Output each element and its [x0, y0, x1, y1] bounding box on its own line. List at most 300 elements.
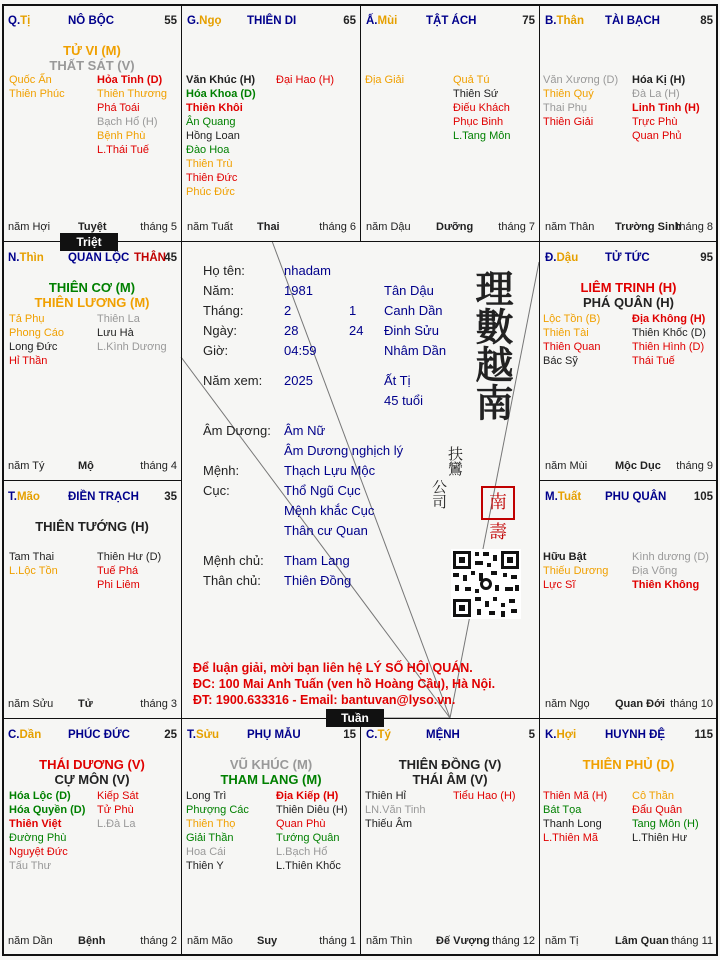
- palace-mao[interactable]: [2, 480, 182, 719]
- palace-name: TẬT ÁCH: [426, 15, 477, 27]
- minor-star: Tuế Phá: [97, 565, 139, 577]
- palace-branch: Thân: [556, 15, 584, 27]
- footer-year: năm Mùi: [545, 460, 588, 472]
- right-stars: [97, 312, 167, 354]
- palace-footer: [8, 698, 177, 712]
- cuc-value: Thổ Ngũ Cục: [284, 483, 361, 498]
- minor-star: Phong Cáo: [9, 327, 65, 339]
- minor-star: Hóa Quyền (D): [9, 804, 86, 816]
- year-row: [203, 281, 463, 301]
- main-star: THIÊN TƯỚNG (H): [35, 519, 149, 534]
- minor-star: L.Thiên Hư: [632, 832, 688, 844]
- right-stars: [453, 789, 516, 803]
- palace-name: TỬ TỨC: [605, 252, 650, 264]
- amduong-row: [203, 421, 443, 441]
- main-star: THAM LANG (M): [220, 772, 322, 787]
- palace-dan[interactable]: [2, 718, 182, 956]
- minor-star: Tiểu Hao (H): [453, 790, 516, 802]
- menh-chu-row: [203, 551, 443, 571]
- footer-month: tháng 10: [670, 698, 713, 710]
- palace-age: 65: [343, 15, 356, 27]
- hour-canchi: Nhâm Dần: [384, 343, 447, 358]
- palace-header: [545, 15, 713, 29]
- palace-name: PHÚC ĐỨC: [68, 729, 130, 741]
- minor-star: Thiên Khôi: [186, 102, 243, 114]
- menh-label: Mệnh:: [203, 463, 240, 478]
- palace-age: 75: [522, 15, 535, 27]
- minor-star: Hóa Kị (H): [632, 74, 686, 86]
- name-label: Họ tên:: [203, 263, 245, 278]
- minor-star: L.Kình Dương: [97, 341, 167, 353]
- minor-star: Văn Xương (D): [543, 74, 619, 86]
- minor-star: Thiên Giải: [543, 116, 594, 128]
- minor-star: Hoa Cái: [186, 846, 226, 858]
- footer-month: tháng 8: [676, 221, 713, 233]
- palace-stem-prefix: G.: [187, 15, 200, 27]
- minor-star: Đà La (H): [632, 88, 680, 100]
- minor-star: Thiên Sứ: [453, 88, 499, 100]
- palace-header: [545, 252, 713, 266]
- palace-age: 25: [164, 729, 177, 741]
- minor-star: Quốc Ấn: [9, 74, 52, 86]
- main-star: VŨ KHÚC (M): [229, 757, 313, 772]
- palace-stem-prefix: Q.: [8, 15, 21, 27]
- palace-stem-prefix: T.: [8, 491, 17, 503]
- calligraphy-small-2: 公司: [430, 479, 448, 509]
- palace-header: [187, 729, 356, 743]
- minor-star: Tướng Quân: [276, 832, 340, 844]
- palace-header: [366, 15, 535, 29]
- palace-branch: Dậu: [556, 252, 579, 264]
- right-stars: [632, 73, 700, 143]
- month-row: [203, 301, 463, 321]
- main-stars: [361, 757, 539, 787]
- view-year-label: Năm xem:: [203, 373, 263, 388]
- footer-year: năm Thìn: [366, 935, 413, 947]
- cuc-note-2: Thân cư Quan: [284, 523, 368, 538]
- minor-star: Quan Phù: [276, 818, 326, 830]
- minor-star: Thiên Mã (H): [543, 790, 608, 802]
- view-year-value: 2025: [284, 373, 313, 388]
- minor-star: Hỏa Tinh (D): [97, 74, 163, 86]
- minor-star: Tấu Thư: [9, 860, 52, 872]
- palace-name: ĐIỀN TRẠCH: [68, 491, 139, 503]
- palace-thin[interactable]: [2, 241, 182, 481]
- minor-star: Đào Hoa: [186, 144, 230, 156]
- palace-age: 55: [164, 15, 177, 27]
- palace-footer: [366, 221, 535, 235]
- right-stars: [276, 73, 334, 87]
- footer-month: tháng 12: [492, 935, 535, 947]
- minor-star: Thai Phụ: [543, 102, 588, 114]
- main-star: THIÊN CƠ (M): [48, 280, 136, 295]
- footer-stage: Tử: [78, 698, 93, 710]
- palace-name: HUYNH ĐỆ: [605, 729, 666, 741]
- footer-month: tháng 3: [140, 698, 177, 710]
- right-stars: [632, 789, 699, 845]
- right-stars: [97, 73, 167, 157]
- main-stars: [3, 757, 181, 787]
- footer-year: năm Dậu: [366, 221, 411, 233]
- minor-star: Thiên Không: [632, 579, 700, 591]
- main-stars: [182, 757, 360, 787]
- palace-stem-prefix: T.: [187, 729, 196, 741]
- main-stars: [540, 757, 717, 772]
- minor-star: Bác Sỹ: [543, 355, 578, 367]
- contact-address: ĐC: 100 Mai Anh Tuấn (ven hồ Hoàng Cầu), Hà Nội.: [193, 677, 496, 691]
- minor-star: Thiên Hỉ: [365, 790, 406, 802]
- minor-star: Phượng Các: [186, 804, 249, 816]
- right-stars: [97, 789, 139, 831]
- palace-ty[interactable]: [360, 718, 540, 956]
- minor-star: Địa Giải: [365, 74, 405, 86]
- hour-label: Giờ:: [203, 343, 229, 358]
- footer-stage: Trường Sinh: [615, 221, 682, 233]
- main-star: CỰ MÔN (V): [54, 772, 130, 787]
- menh-chu-value: Tham Lang: [284, 553, 350, 568]
- minor-star: Giải Thần: [186, 832, 234, 844]
- minor-star: L.Đà La: [97, 818, 136, 830]
- main-star: LIÊM TRINH (H): [580, 280, 677, 295]
- minor-star: Đại Hao (H): [276, 74, 335, 86]
- than-marker: THÂN: [134, 252, 166, 264]
- minor-star: Địa Võng: [632, 565, 678, 577]
- footer-stage: Tuyệt: [78, 221, 107, 233]
- minor-star: Phúc Đức: [186, 186, 235, 198]
- palace-header: [8, 252, 177, 266]
- minor-star: Tam Thai: [9, 551, 55, 563]
- footer-year: năm Tuất: [187, 221, 233, 233]
- year-value: 1981: [284, 283, 313, 298]
- cuc-note-1: Mệnh khắc Cục: [284, 503, 375, 518]
- minor-star: Điếu Khách: [453, 102, 510, 114]
- hour-row: [203, 341, 463, 361]
- left-stars: [9, 312, 64, 368]
- left-stars: [9, 789, 85, 873]
- main-star: THÁI DƯƠNG (V): [39, 757, 145, 772]
- footer-month: tháng 5: [140, 221, 177, 233]
- left-stars: [9, 550, 58, 578]
- minor-star: Thiên Việt: [9, 818, 62, 830]
- red-stamp: 南壽: [481, 486, 515, 520]
- main-stars: [3, 519, 181, 534]
- palace-footer: [187, 221, 356, 235]
- palace-footer: [545, 221, 713, 235]
- minor-star: Thái Tuế: [632, 355, 675, 367]
- minor-star: Lực Sĩ: [543, 579, 576, 591]
- right-stars: [632, 550, 709, 592]
- main-star: TỬ VI (M): [63, 43, 121, 58]
- main-stars: [540, 280, 717, 310]
- minor-star: Tả Phụ: [9, 313, 45, 325]
- palace-age: 95: [700, 252, 713, 264]
- palace-branch: Tị: [20, 15, 31, 27]
- minor-star: Thiên Đức: [186, 172, 238, 184]
- palace-header: [8, 15, 177, 29]
- footer-year: năm Tị: [545, 935, 579, 947]
- footer-stage: Dưỡng: [436, 221, 474, 233]
- left-stars: [543, 73, 618, 129]
- minor-star: Kình dương (D): [632, 551, 709, 563]
- footer-stage: Suy: [257, 935, 278, 947]
- minor-star: Thiên Quý: [543, 88, 594, 100]
- left-stars: [365, 73, 404, 87]
- palace-stem-prefix: C.: [366, 729, 378, 741]
- day-label: Ngày:: [203, 323, 237, 338]
- year-label: Năm:: [203, 283, 235, 298]
- view-year-canchi: Ất Tị: [384, 373, 411, 388]
- main-stars: [3, 280, 181, 310]
- minor-star: Tang Môn (H): [632, 818, 699, 830]
- minor-star: L.Bạch Hổ: [276, 846, 328, 858]
- palace-branch: Thìn: [19, 252, 44, 264]
- minor-star: Địa Kiếp (H): [276, 790, 339, 802]
- left-stars: [365, 789, 426, 831]
- minor-star: Hóa Khoa (D): [186, 88, 256, 100]
- main-star: PHÁ QUÂN (H): [583, 295, 674, 310]
- minor-star: Kiếp Sát: [97, 790, 139, 802]
- age-value: 45 tuổi: [384, 393, 424, 408]
- palace-tuat[interactable]: [539, 480, 718, 719]
- palace-name: QUAN LỘC: [68, 252, 130, 264]
- minor-star: Hóa Lộc (D): [9, 790, 71, 802]
- palace-branch: Tuất: [557, 491, 582, 503]
- footer-month: tháng 4: [140, 460, 177, 472]
- palace-branch: Tý: [377, 729, 391, 741]
- footer-month: tháng 7: [498, 221, 535, 233]
- minor-star: Phá Toái: [97, 102, 140, 114]
- footer-stage: Đế Vượng: [436, 935, 490, 947]
- palace-header: [8, 729, 177, 743]
- minor-star: Long Trì: [186, 790, 227, 802]
- palace-name: PHỤ MẪU: [247, 729, 301, 741]
- minor-star: Phi Liêm: [97, 579, 140, 591]
- palace-header: [366, 729, 535, 743]
- minor-star: Thiên Diêu (H): [276, 804, 348, 816]
- palace-ti[interactable]: [2, 4, 182, 242]
- center-info-panel: [181, 241, 539, 718]
- footer-stage: Thai: [257, 221, 280, 233]
- amduong-label: Âm Dương:: [203, 423, 271, 438]
- palace-branch: Hợi: [556, 729, 577, 741]
- palace-footer: [545, 460, 713, 474]
- minor-star: Đường Phù: [9, 832, 67, 844]
- footer-year: năm Hợi: [8, 221, 51, 233]
- palace-header: [545, 729, 713, 743]
- footer-month: tháng 9: [676, 460, 713, 472]
- menh-row: [203, 461, 443, 481]
- footer-month: tháng 6: [319, 221, 356, 233]
- palace-footer: [187, 935, 356, 949]
- day-row: [203, 321, 463, 341]
- minor-star: Hữu Bật: [543, 551, 587, 563]
- tuan-badge: Tuần: [326, 709, 384, 727]
- month-label: Tháng:: [203, 303, 244, 318]
- footer-month: tháng 1: [319, 935, 356, 947]
- minor-star: Ân Quang: [186, 116, 236, 128]
- minor-star: Phục Binh: [453, 116, 504, 128]
- month-lunar: 1: [349, 303, 357, 318]
- minor-star: Thiên Khốc (D): [632, 327, 706, 339]
- minor-star: Hỉ Thần: [9, 355, 48, 367]
- minor-star: Bạch Hổ (H): [97, 116, 158, 128]
- month-solar: 2: [284, 303, 292, 318]
- palace-name: NÔ BỘC: [68, 15, 114, 27]
- palace-name: TÀI BẠCH: [605, 15, 660, 27]
- footer-year: năm Mão: [187, 935, 233, 947]
- minor-star: Thiên Quan: [543, 341, 601, 353]
- palace-suu[interactable]: [181, 718, 361, 956]
- palace-stem-prefix: M.: [545, 491, 558, 503]
- palace-footer: [8, 935, 177, 949]
- palace-stem-prefix: N.: [8, 252, 20, 264]
- palace-branch: Dần: [19, 729, 42, 741]
- footer-year: năm Ngọ: [545, 698, 590, 710]
- minor-star: L.Tang Môn: [453, 130, 511, 142]
- palace-ngo[interactable]: [181, 4, 361, 242]
- left-stars: [543, 789, 607, 845]
- calligraphy-small-1: 扶鸞: [446, 446, 464, 476]
- footer-stage: Bệnh: [78, 935, 106, 947]
- palace-stem-prefix: K.: [545, 729, 557, 741]
- right-stars: [97, 550, 161, 592]
- minor-star: Long Đức: [9, 341, 58, 353]
- amduong-note: Âm Dương nghịch lý: [284, 443, 404, 458]
- menh-chu-label: Mệnh chủ:: [203, 553, 264, 568]
- minor-star: Lưu Hà: [97, 327, 134, 339]
- palace-header: [187, 15, 356, 29]
- main-stars: [3, 43, 181, 73]
- palace-age: 5: [528, 729, 535, 741]
- minor-star: Linh Tinh (H): [632, 102, 700, 114]
- minor-star: L.Lộc Tồn: [9, 565, 58, 577]
- minor-star: Thiên Hình (D): [632, 341, 705, 353]
- palace-dau[interactable]: [539, 241, 718, 481]
- footer-year: năm Sửu: [8, 698, 54, 710]
- palace-age: 15: [343, 729, 356, 741]
- cuc-row: [203, 481, 443, 501]
- palace-age: 115: [694, 729, 713, 741]
- palace-branch: Mão: [16, 491, 40, 503]
- palace-header: [545, 491, 713, 505]
- footer-month: tháng 2: [140, 935, 177, 947]
- palace-age: 105: [693, 491, 713, 503]
- minor-star: Địa Không (H): [632, 313, 706, 325]
- palace-age: 85: [700, 15, 713, 27]
- minor-star: Quả Tú: [453, 74, 490, 86]
- minor-star: Thanh Long: [543, 818, 602, 830]
- minor-star: L.Thiên Mã: [543, 832, 599, 844]
- day-lunar: 24: [349, 323, 364, 338]
- minor-star: Quan Phủ: [632, 130, 682, 142]
- footer-year: năm Thân: [545, 221, 595, 233]
- footer-stage: Mộc Dục: [615, 460, 661, 472]
- main-star: THIÊN PHỦ (D): [582, 757, 675, 772]
- year-canchi: Tân Dậu: [384, 283, 434, 298]
- palace-hoi[interactable]: [539, 718, 718, 956]
- right-stars: [453, 73, 510, 143]
- palace-footer: [545, 698, 713, 712]
- main-star: THẤT SÁT (V): [49, 58, 135, 73]
- footer-year: năm Tý: [8, 460, 45, 472]
- triet-badge: Triệt: [60, 233, 118, 251]
- minor-star: Thiên Y: [186, 860, 224, 872]
- contact-phone-email[interactable]: ĐT: 1900.633316 - Email: bantuvan@lyso.vn.: [193, 693, 456, 707]
- month-canchi: Canh Dần: [384, 303, 443, 318]
- name-value: nhadam: [284, 263, 331, 278]
- palace-mui[interactable]: [360, 4, 540, 242]
- palace-stem-prefix: Ấ.: [366, 15, 378, 27]
- minor-star: Thiếu Dương: [543, 565, 609, 577]
- palace-name: MỆNH: [426, 729, 460, 741]
- than-chu-row: [203, 571, 443, 591]
- palace-age: 35: [164, 491, 177, 503]
- minor-star: Trực Phù: [632, 116, 678, 128]
- palace-name: PHU QUÂN: [605, 491, 667, 503]
- minor-star: Hồng Loan: [186, 130, 240, 142]
- palace-footer: [545, 935, 713, 949]
- minor-star: Thiên La: [97, 313, 140, 325]
- minor-star: Đẩu Quân: [632, 804, 683, 816]
- minor-star: Lộc Tồn (B): [543, 313, 601, 325]
- palace-name: THIÊN DI: [247, 15, 297, 27]
- palace-header: [8, 491, 177, 505]
- palace-branch: Sửu: [195, 729, 219, 741]
- main-star: THIÊN ĐỒNG (V): [398, 757, 502, 772]
- palace-branch: Ngọ: [199, 15, 222, 27]
- palace-stem-prefix: C.: [8, 729, 20, 741]
- palace-stem-prefix: Đ.: [545, 252, 557, 264]
- minor-star: LN.Văn Tinh: [365, 804, 426, 816]
- minor-star: Thiên Thọ: [186, 818, 236, 830]
- palace-branch: Mùi: [377, 15, 398, 27]
- name-row: [203, 261, 331, 281]
- hour-value: 04:59: [284, 343, 317, 358]
- view-year-row: [203, 371, 463, 391]
- palace-footer: [8, 460, 177, 474]
- minor-star: Thiên Phúc: [9, 88, 65, 100]
- minor-star: Thiếu Âm: [365, 818, 413, 830]
- day-solar: 28: [284, 323, 299, 338]
- palace-than[interactable]: [539, 4, 718, 242]
- minor-star: Bệnh Phù: [97, 130, 146, 142]
- right-stars: [632, 312, 706, 368]
- minor-star: Cô Thần: [632, 790, 674, 802]
- minor-star: Nguyệt Đức: [9, 846, 68, 858]
- cuc-label: Cục:: [203, 483, 230, 498]
- minor-star: L.Thiên Khốc: [276, 860, 341, 872]
- minor-star: Văn Khúc (H): [186, 74, 256, 86]
- footer-month: tháng 11: [670, 935, 713, 947]
- left-stars: [186, 73, 256, 199]
- than-chu-value: Thiên Đồng: [284, 573, 352, 588]
- palace-footer: [366, 935, 535, 949]
- footer-stage: Quan Đới: [615, 698, 665, 710]
- menh-value: Thạch Lựu Mộc: [284, 463, 376, 478]
- main-star: THIÊN LƯƠNG (M): [34, 295, 150, 310]
- day-canchi: Đinh Sửu: [384, 323, 439, 338]
- contact-line-1: Để luận giải, mời bạn liên hệ LÝ SỐ HỘI QUÁN.: [193, 661, 473, 675]
- right-stars: [276, 789, 348, 873]
- minor-star: Thiên Trù: [186, 158, 233, 170]
- minor-star: Thiên Hư (D): [97, 551, 162, 563]
- palace-stem-prefix: B.: [545, 15, 557, 27]
- left-stars: [186, 789, 249, 873]
- than-chu-label: Thân chủ:: [203, 573, 261, 588]
- calligraphy-seal: 理數越南: [469, 269, 514, 421]
- qr-code-icon[interactable]: [451, 549, 521, 619]
- minor-star: Tử Phù: [97, 804, 134, 816]
